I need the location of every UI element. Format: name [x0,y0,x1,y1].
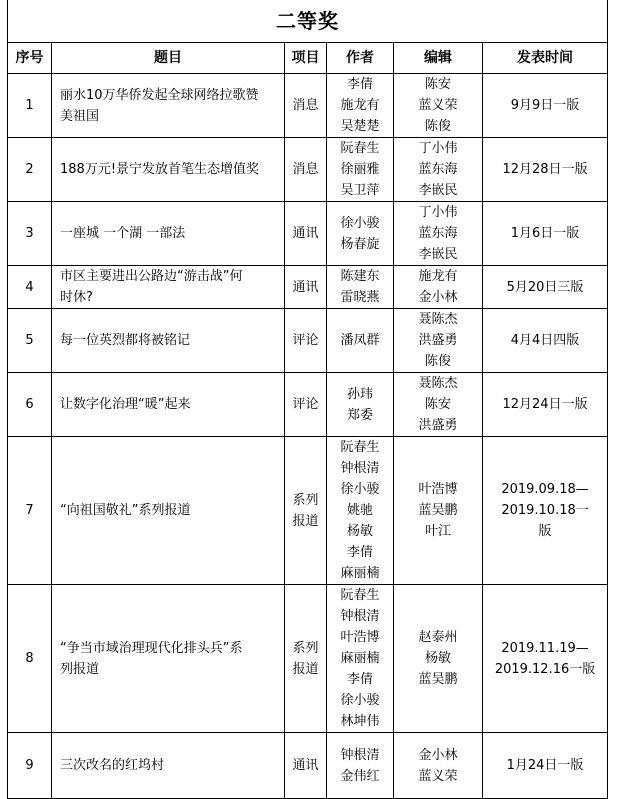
row-authors [327,266,394,309]
table-row [8,437,608,585]
row-date [483,266,608,309]
row-number: 1 [8,74,52,138]
row-editors [394,74,483,138]
row-editors-line: 金小林 [418,747,458,763]
row-date [483,585,608,733]
row-authors-line: 麻丽楠 [340,566,380,581]
row-authors-line: 郑委 [346,407,373,423]
row-editors-line: 蓝义荣 [418,768,458,784]
row-date [483,309,608,373]
row-authors [327,74,394,138]
row-type [285,266,327,309]
row-authors-line: 阮春生 [340,141,380,156]
row-editors-line: 洪盛勇 [418,333,458,348]
row-type-line: 系列 [292,640,319,656]
row-editors-line: 聂陈杰 [418,312,458,327]
row-authors-line: 雷晓燕 [340,290,380,305]
row-date-line: 9月9日一版 [510,98,580,113]
row-authors-line: 潘凤群 [340,333,380,348]
row-authors-line: 施龙有 [340,98,380,113]
table-row [8,138,608,202]
table-row [8,309,608,373]
row-editors [394,373,483,437]
header-editors: 编辑 [394,43,483,74]
row-date-line: 1月24日一版 [506,758,584,773]
row-editors [394,202,483,266]
row-date-line: 12月24日一版 [502,397,588,412]
row-editors-line: 叶浩博 [418,482,458,497]
row-editors-line: 赵泰州 [418,630,458,645]
row-authors-line: 李倩 [346,77,373,92]
table-row [8,733,608,799]
row-authors-line: 吴卫萍 [340,183,380,198]
row-title-line: “向祖国敬礼”系列报道 [60,503,191,518]
header-date: 发表时间 [483,43,608,74]
row-title-line: 列报道 [60,661,100,677]
row-editors-line: 杨敏 [424,651,451,666]
row-authors-line: 叶浩博 [340,630,380,645]
table-row [8,585,608,733]
row-authors-line: 姚驰 [346,503,373,518]
award-title-row [8,0,608,43]
row-title-line: 市区主要进出公路边“游击战”何 [60,269,243,284]
header-no: 序号 [8,43,52,74]
row-editors-line: 丁小伟 [418,205,458,220]
row-type [285,309,327,373]
row-authors-line: 徐小骏 [340,482,380,497]
row-authors [327,202,394,266]
row-date-line: 1月6日一版 [510,226,580,241]
row-date [483,202,608,266]
row-type [285,585,327,733]
row-authors [327,733,394,799]
row-editors [394,733,483,799]
row-editors-line: 李嵌民 [418,183,458,198]
row-authors-line: 钟根清 [340,461,380,476]
row-number: 6 [8,373,52,437]
row-authors-line: 阮春生 [340,588,380,603]
row-date [483,733,608,799]
row-date [483,437,608,585]
row-editors-line: 陈安 [424,77,451,92]
row-date-line: 12月28日一版 [502,162,588,177]
row-authors [327,437,394,585]
row-authors-line: 杨春旋 [340,236,380,252]
row-authors-line: 孙玮 [346,386,373,402]
row-title [52,733,285,799]
row-date [483,138,608,202]
row-type-line: 评论 [292,333,319,348]
row-title [52,202,285,266]
row-title [52,266,285,309]
row-date-line: 2019.11.19— [501,640,589,656]
table-row [8,202,608,266]
row-number: 9 [8,733,52,799]
row-editors-line: 洪盛勇 [418,418,458,433]
row-authors-line: 陈建东 [340,269,380,284]
row-title [52,437,285,585]
row-type [285,74,327,138]
row-title-line: 美祖国 [60,108,100,124]
row-type-line: 通讯 [292,226,319,241]
row-type-line: 评论 [292,397,319,412]
row-editors-line: 丁小伟 [418,141,458,156]
row-type-line: 报道 [292,513,319,529]
row-editors [394,266,483,309]
row-authors-line: 阮春生 [340,440,380,455]
row-title-line: 188万元!景宁发放首笔生态增值奖 [60,162,260,177]
row-title-line: 每一位英烈都将被铭记 [60,333,191,348]
row-type [285,437,327,585]
row-editors-line: 蓝义荣 [418,98,458,113]
row-authors-line: 麻丽楠 [340,651,380,666]
row-editors-line: 陈俊 [424,119,451,134]
row-editors-line: 李嵌民 [418,247,458,262]
row-date-line: 5月20日三版 [506,279,584,295]
row-type-line: 消息 [292,98,319,113]
row-date-line: 2019.12.16一版 [494,661,596,677]
row-authors-line: 杨敏 [346,524,373,539]
row-number: 5 [8,309,52,373]
row-authors [327,373,394,437]
row-type [285,138,327,202]
row-type [285,733,327,799]
row-editors-line: 陈安 [424,397,451,412]
row-number: 7 [8,437,52,585]
row-authors-line: 李倩 [346,545,373,560]
row-editors [394,437,483,585]
row-title-line: 丽水10万华侨发起全球网络拉歌赞 [60,87,259,103]
row-title [52,138,285,202]
row-authors-line: 徐小骏 [340,215,380,231]
header-authors: 作者 [327,43,394,74]
row-editors-line: 蓝东海 [418,162,458,177]
row-number: 4 [8,266,52,309]
row-editors-line: 蓝吴鹏 [418,503,458,518]
row-type-line: 通讯 [292,279,319,295]
row-authors-line: 李倩 [346,672,373,687]
row-authors [327,585,394,733]
row-date-line: 2019.10.18一 [501,503,589,518]
row-number: 3 [8,202,52,266]
row-number: 2 [8,138,52,202]
row-authors-line: 徐小骏 [340,693,380,708]
row-date-line: 版 [538,524,552,539]
row-editors-line: 陈俊 [424,354,451,369]
award-table [7,0,608,799]
row-authors-line: 林坤伟 [340,714,380,729]
row-authors-line: 钟根清 [340,747,380,763]
row-editors-line: 叶江 [424,524,451,539]
row-title [52,74,285,138]
table-row [8,373,608,437]
row-type-line: 消息 [292,162,319,177]
row-editors [394,585,483,733]
row-date-line: 2019.09.18— [501,482,589,497]
row-editors-line: 聂陈杰 [418,376,458,391]
row-title-line: 时休? [60,290,93,305]
row-editors-line: 蓝东海 [418,226,458,241]
row-type [285,202,327,266]
row-authors-line: 钟根清 [340,609,380,624]
row-date-line: 4月4日四版 [510,333,580,348]
row-editors [394,309,483,373]
row-type-line: 通讯 [292,758,319,773]
row-title-line: 一座城 一个湖 一部法 [60,226,186,241]
row-title [52,309,285,373]
row-type-line: 报道 [292,661,319,677]
row-authors-line: 金伟红 [340,768,380,784]
header-type: 项目 [285,43,327,74]
header-row [8,43,608,74]
row-date [483,373,608,437]
table-row [8,74,608,138]
row-date [483,74,608,138]
row-title-line: 三次改名的红坞村 [60,758,165,773]
row-title [52,373,285,437]
header-title: 题目 [52,43,285,74]
row-editors-line: 施龙有 [418,269,458,284]
row-number: 8 [8,585,52,733]
row-type [285,373,327,437]
row-type-line: 系列 [292,492,319,508]
row-authors-line: 徐丽雅 [340,162,380,177]
row-editors-line: 蓝吴鹏 [418,672,458,687]
row-title [52,585,285,733]
row-editors-line: 金小林 [418,290,458,305]
row-authors [327,309,394,373]
row-editors [394,138,483,202]
award-title: 二等奖 [8,0,608,43]
table-row [8,266,608,309]
row-title-line: “争当市域治理现代化排头兵”系 [60,640,243,656]
row-authors [327,138,394,202]
award-table-container [7,0,607,799]
row-title-line: 让数字化治理“暖”起来 [60,397,191,412]
row-authors-line: 吴楚楚 [340,119,380,134]
